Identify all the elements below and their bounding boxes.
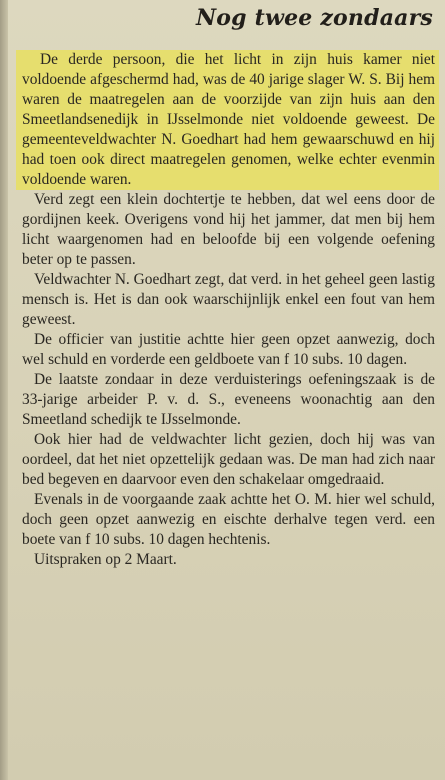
article-paragraph: Uitspraken op 2 Maart. [34,551,177,568]
article-paragraph-highlighted: De derde persoon, die het licht in zijn huis kamer niet voldoende afgeschermd had, was de 40 jarige slager W. S. Bij hem waren de maatregelen aan de voorzijde van zijn huis aan den Smeetlandsenedijk in IJsselmonde niet voldoende geweest. De gemeenteveldwachter N. Goedhart had hem gewaarschuwd en hij had toen ook direct maatregelen genomen, welke echter evenmin voldoende waren. [16,50,439,190]
article-paragraph: Ook hier had de veldwachter licht gezien, doch hij was van oordeel, dat het niet opzettelijk gedaan was. De man had zich naar bed begeven en daarvoor even den schakelaar omgedraaid. [22,431,435,488]
article-title: Nog twee zondaars [195,5,433,31]
article-paragraph: De laatste zondaar in deze verduisterings oefeningszaak is de 33-jarige arbeider P. v. d. S., eveneens woonachtig aan den Smeetland schedijk te IJsselmonde. [22,371,435,428]
article-paragraph: Veldwachter N. Goedhart zegt, dat verd. in het geheel geen lastig mensch is. Het is dan ook waarschijnlijk enkel een fout van hem geweest. [22,271,435,328]
article-body [22,50,435,570]
article-paragraph: De officier van justitie achtte hier geen opzet aanwezig, doch wel schuld en vorderde een geldboete van f 10 subs. 10 dagen. [22,331,435,368]
article-paragraph: Evenals in de voorgaande zaak achtte het O. M. hier wel schuld, doch geen opzet aanwezig en eischte derhalve tegen verd. een boete van f 10 subs. 10 dagen hechtenis. [22,491,435,548]
page-fold-shadow [0,0,8,780]
article-paragraph: Verd zegt een klein dochtertje te hebben, dat wel eens door de gordijnen keek. Overigens vond hij het jammer, dat men bij hem licht waargenomen had en beloofde bij een volgende oefening beter op te passen. [22,191,435,268]
